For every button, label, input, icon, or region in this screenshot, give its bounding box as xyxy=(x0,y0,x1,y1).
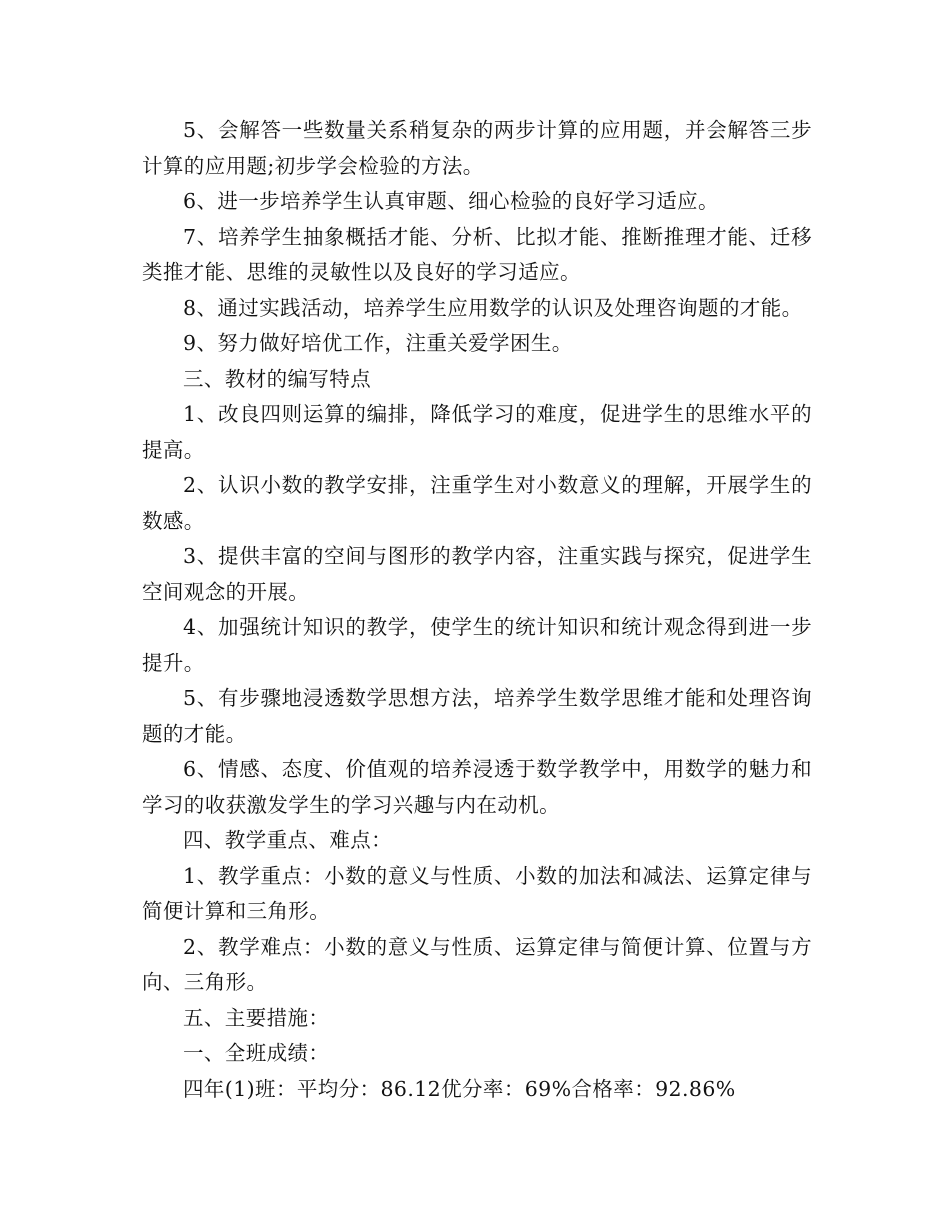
paragraph-objective-5: 5、会解答一些数量关系稍复杂的两步计算的应用题，并会解答三步计算的应用题;初步学会检验的方法。 xyxy=(142,118,812,178)
paragraph-objective-7: 7、培养学生抽象概括才能、分析、比拟才能、推断推理才能、迁移类推才能、思维的灵敏性以及良好的学习适应。 xyxy=(142,224,812,284)
paragraph-feature-4: 4、加强统计知识的教学，使学生的统计知识和统计观念得到进一步提升。 xyxy=(142,615,812,675)
paragraph-difficulties: 2、教学难点：小数的意义与性质、运算定律与简便计算、位置与方向、三角形。 xyxy=(142,934,812,994)
paragraph-feature-1: 1、改良四则运算的编排，降低学习的难度，促进学生的思维水平的提高。 xyxy=(142,402,812,462)
paragraph-feature-3: 3、提供丰富的空间与图形的教学内容，注重实践与探究，促进学生空间观念的开展。 xyxy=(142,544,812,604)
section-heading-textbook-features: 三、教材的编写特点 xyxy=(183,366,372,391)
paragraph-key-points: 1、教学重点：小数的意义与性质、小数的加法和减法、运算定律与简便计算和三角形。 xyxy=(142,863,812,923)
section-heading-key-points: 四、教学重点、难点： xyxy=(183,828,392,852)
paragraph-feature-6: 6、情感、态度、价值观的培养浸透于数学教学中，用数学的魅力和学习的收获激发学生的学习兴趣与内在动机。 xyxy=(142,757,812,817)
paragraph-objective-9: 9、努力做好培优工作，注重关爱学困生。 xyxy=(183,331,573,355)
paragraph-objective-6: 6、进一步培养学生认真审题、细心检验的良好学习适应。 xyxy=(183,189,719,213)
section-heading-measures: 五、主要措施： xyxy=(183,1005,330,1030)
subheading-class-scores: 一、全班成绩： xyxy=(183,1041,330,1065)
paragraph-feature-2: 2、认识小数的教学安排，注重学生对小数意义的理解，开展学生的数感。 xyxy=(142,473,812,533)
paragraph-class-scores: 四年(1)班：平均分：86.12优分率：69%合格率：92.86% xyxy=(183,1076,736,1101)
document-body xyxy=(142,113,812,1107)
paragraph-objective-8: 8、通过实践活动，培养学生应用数学的认识及处理咨询题的才能。 xyxy=(183,295,803,320)
paragraph-feature-5: 5、有步骤地浸透数学思想方法，培养学生数学思维才能和处理咨询题的才能。 xyxy=(142,686,812,746)
